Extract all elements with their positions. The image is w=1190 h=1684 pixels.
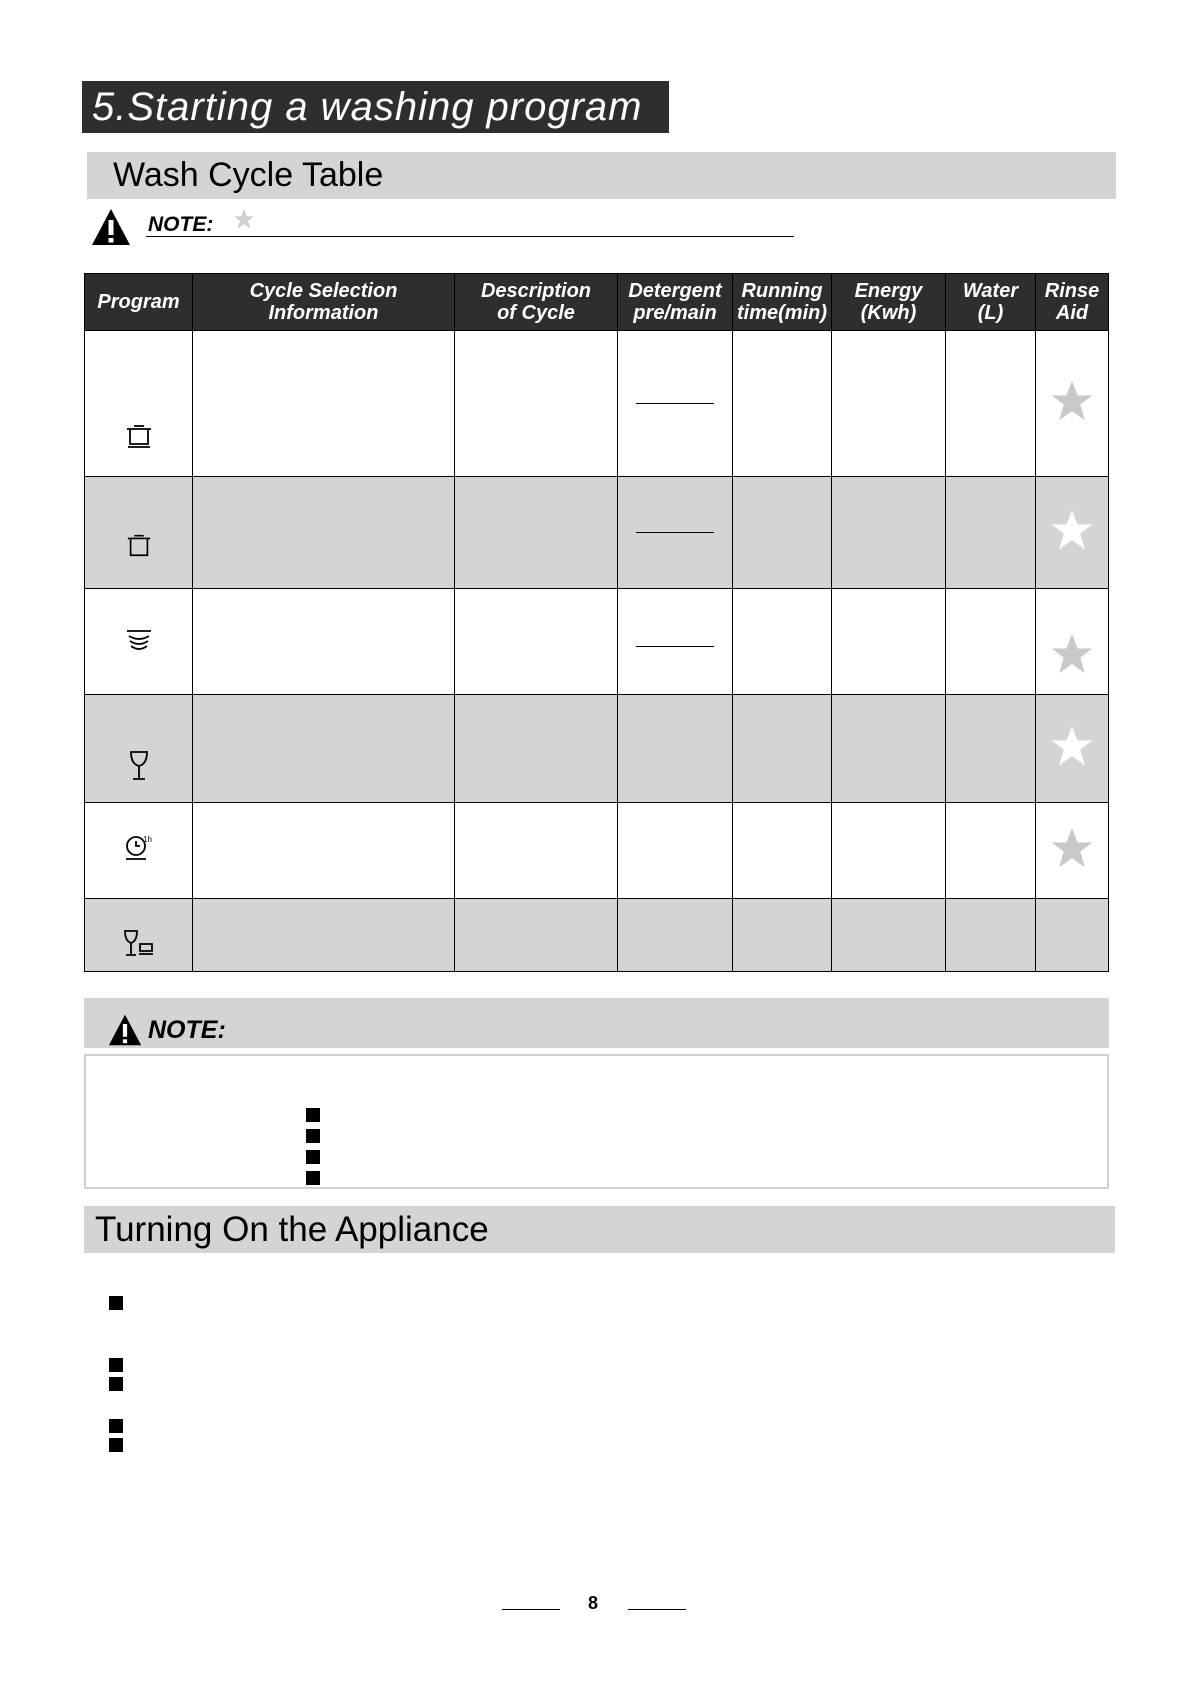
bullet-square [109,1438,123,1452]
note-underline [146,236,794,237]
column-header-running-time: Running time(min) [733,274,832,331]
detergent-dash [636,403,714,404]
detergent-dash [636,532,714,533]
bullet-square [109,1377,123,1391]
warning-icon [90,207,132,247]
rinse-aid-cell [1036,589,1109,695]
page-number: 8 [588,1593,599,1613]
star-icon [1050,379,1094,423]
bullet-square [109,1419,123,1433]
wash-cycle-table [84,273,1109,972]
program-cell [85,331,193,477]
program-cell [85,803,193,899]
bullet-square [109,1296,123,1310]
note-content-box [84,1054,1109,1189]
star-icon [1050,724,1094,768]
program-cell [85,477,193,589]
note-header-band [84,998,1109,1048]
program-cell [85,899,193,972]
table-row [85,331,1109,477]
star-icon [1050,632,1094,676]
wash-cycle-title: Wash Cycle Table [113,156,384,194]
bullet-square [306,1129,320,1143]
program-cell [85,695,193,803]
bullet-square [306,1150,320,1164]
column-header-water: Water (L) [946,274,1036,331]
program-cell [85,589,193,695]
detergent-dash [636,646,714,647]
note-label: NOTE: [148,1016,226,1044]
star-icon [1050,508,1094,552]
column-header-description: Description of Cycle [455,274,618,331]
bullet-square [306,1171,320,1185]
bullet-square [109,1358,123,1372]
rinse-aid-cell [1036,803,1109,899]
page-number-rule [628,1609,686,1610]
rinse-aid-cell [1036,331,1109,477]
rinse-aid-cell [1036,477,1109,589]
clock-1h-icon [123,833,155,863]
page-number-rule [502,1609,560,1610]
plates-icon [124,625,154,653]
section-title: 5.Starting a washing program [82,81,669,133]
column-header-detergent: Detergent pre/main [618,274,733,331]
star-icon [233,208,255,230]
table-row [85,477,1109,589]
pot-icon [124,421,154,451]
table-row [85,803,1109,899]
rinse-aid-cell [1036,899,1109,972]
table-row [85,589,1109,695]
rinse-aid-cell [1036,695,1109,803]
table-row [85,899,1109,972]
column-header-energy: Energy (Kwh) [832,274,946,331]
wine-glass-icon [128,750,150,782]
bullet-square [306,1108,320,1122]
glass-and-dish-icon [122,929,156,959]
column-header-cycle-selection: Cycle Selection Information [193,274,455,331]
pot-icon [125,531,153,559]
column-header-program: Program [85,274,193,331]
note-label: NOTE: [148,213,214,236]
svg-text:1h: 1h [142,835,152,844]
warning-icon [107,1013,143,1047]
column-header-rinse-aid: Rinse Aid [1036,274,1109,331]
table-row [85,695,1109,803]
star-icon [1050,826,1094,870]
turning-on-title: Turning On the Appliance [95,1210,489,1249]
table-header-row [85,274,1109,331]
